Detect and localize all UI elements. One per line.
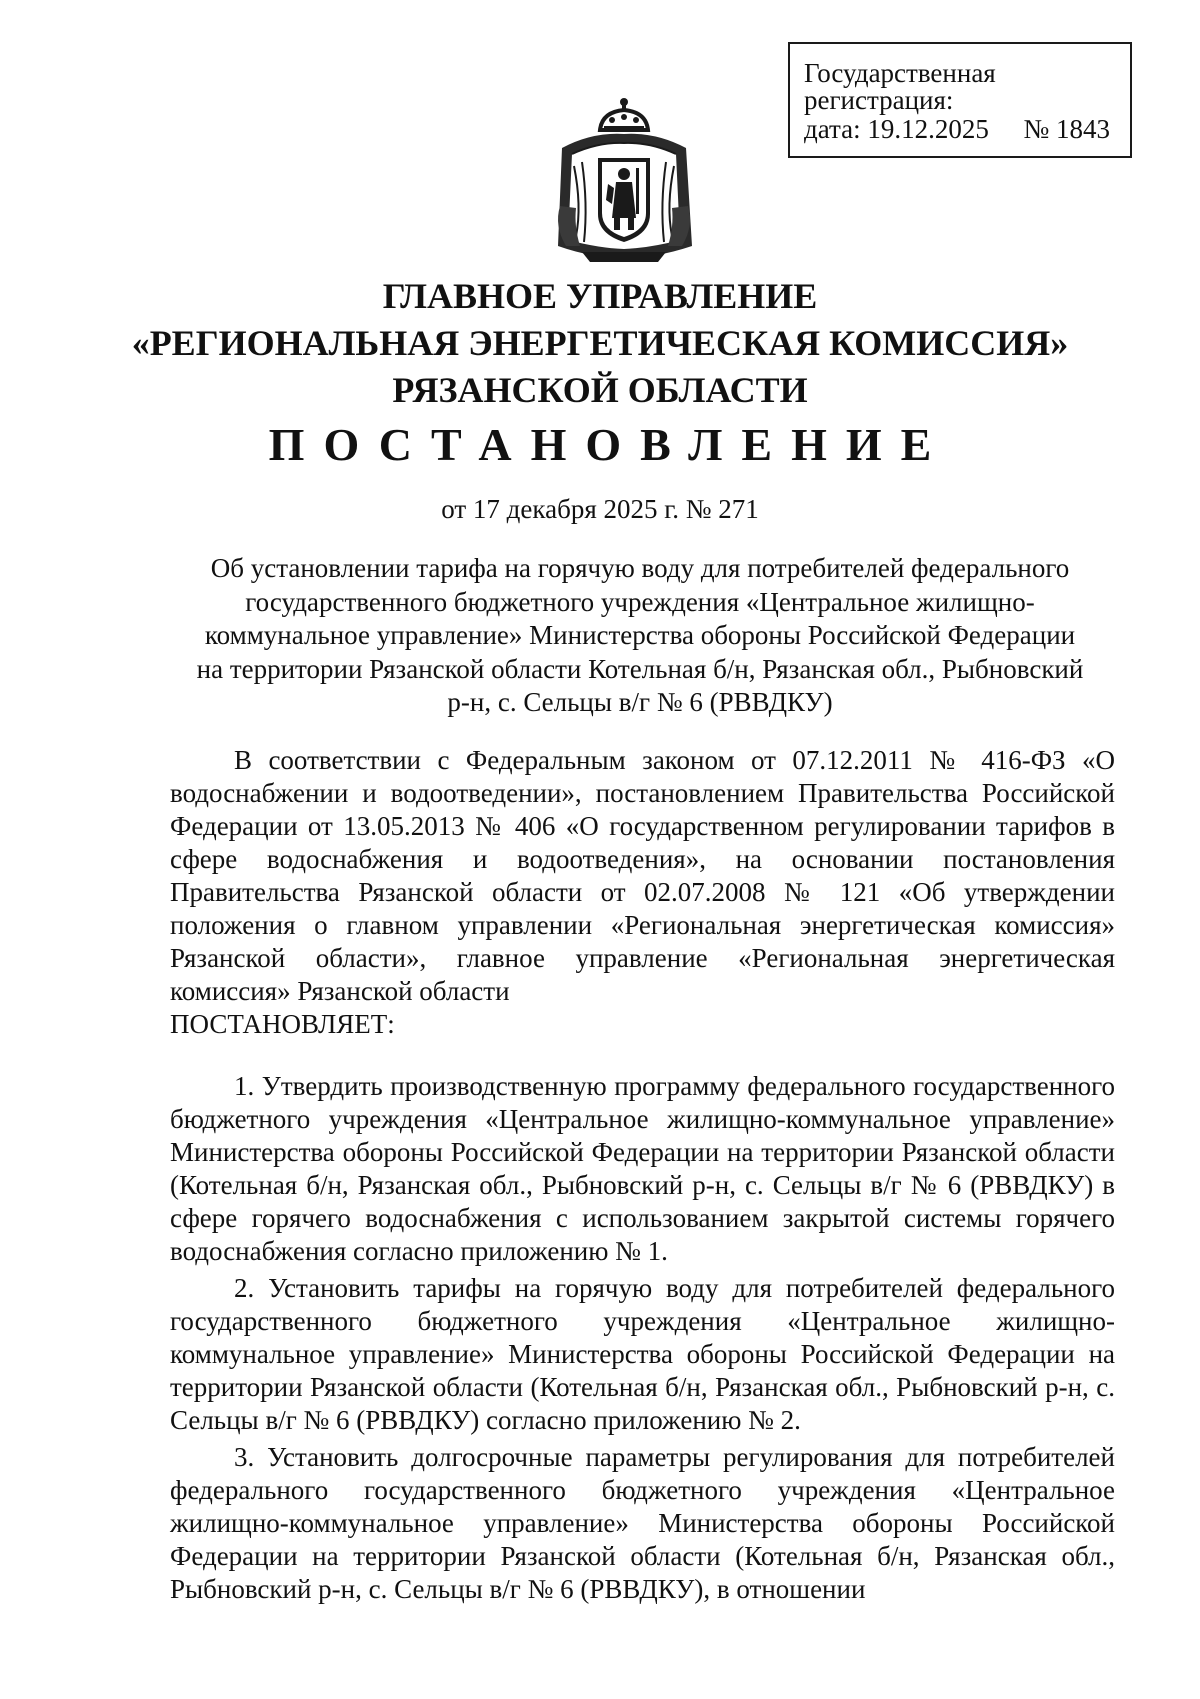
document-subject — [160, 552, 1120, 720]
preamble-text: В соответствии с Федеральным законом от 07.12.2011 № 416-ФЗ «О водоснабжении и водоотведении», постановлением Правительства Российской Федерации от 13.05.2013 № 406 «О государственном регулировании тарифов в сфере водоснабжения и водоотведения», на основании постановления Правительства Рязанской области от 02.07.2008 № 121 «Об утверждении положения о главном управлении «Региональная энергетическая комиссия» Рязанской области», главное управление «Региональная энергетическая комиссия» Рязанской области — [170, 745, 1115, 1006]
registration-row — [804, 116, 1118, 143]
resolution-item-2: 2. Установить тарифы на горячую воду для потребителей федерального государственного бюджетного учреждения «Центральное жилищно-коммунальное управление» Министерства обороны Российской Федерации на территории Рязанской области (Котельная б/н, Рязанская обл., Рыбновский р-н, с. Сельцы в/г № 6 (РВВДКУ) согласно приложению № 2. — [170, 1273, 1115, 1435]
document-date-number: от 17 декабря 2025 г. № 271 — [441, 494, 759, 524]
ryazan-coat-of-arms-icon — [552, 96, 697, 266]
resolution-items — [170, 1070, 1115, 1610]
resolution-item-3: 3. Установить долгосрочные параметры регулирования для потребителей федерального государственного бюджетного учреждения «Центральное жилищно-коммунальное управление» Министерства обороны Российской Федерации на территории Рязанской области (Котельная б/н, Рязанская обл., Рыбновский р-н, с. Сельцы в/г № 6 (РВВДКУ), в отношении — [170, 1442, 1115, 1604]
resolution-item-1: 1. Утвердить производственную программу федерального государственного бюджетного учреждения «Центральное жилищно-коммунальное управление» Министерства обороны Российской Федерации на территории Рязанской области (Котельная б/н, Рязанская обл., Рыбновский р-н, с. Сельцы в/г № 6 (РВВДКУ) в сфере горячего водоснабжения с использованием закрытой системы горячего водоснабжения согласно приложению № 1. — [170, 1071, 1115, 1266]
org-line-1: ГЛАВНОЕ УПРАВЛЕНИЕ — [382, 276, 818, 316]
organization-name — [100, 273, 1100, 414]
registration-number: № 1843 — [1023, 114, 1110, 144]
registration-stamp — [788, 42, 1132, 158]
org-line-2: «РЕГИОНАЛЬНАЯ ЭНЕРГЕТИЧЕСКАЯ КОМИССИЯ» — [131, 323, 1069, 363]
org-line-3: РЯЗАНСКОЙ ОБЛАСТИ — [392, 370, 808, 410]
subject-line: Об установлении тарифа на горячую воду для потребителей федерального — [210, 553, 1070, 583]
subject-line: на территории Рязанской области Котельная б/н, Рязанская обл., Рыбновский — [196, 653, 1084, 684]
subject-line: р-н, с. Сельцы в/г № 6 (РВВДКУ) — [447, 687, 833, 717]
subject-line: государственного бюджетного учреждения «Центральное жилищно- — [245, 586, 1035, 617]
document-type: ПОСТАНОВЛЕНИЕ — [268, 419, 951, 470]
registration-title: Государственная регистрация: — [804, 58, 996, 115]
resolves-heading: ПОСТАНОВЛЯЕТ: — [170, 1009, 395, 1039]
subject-line: коммунальное управление» Министерства обороны Российской Федерации — [204, 620, 1076, 650]
registration-date: дата: 19.12.2025 — [804, 114, 989, 144]
preamble-block — [170, 744, 1115, 1041]
